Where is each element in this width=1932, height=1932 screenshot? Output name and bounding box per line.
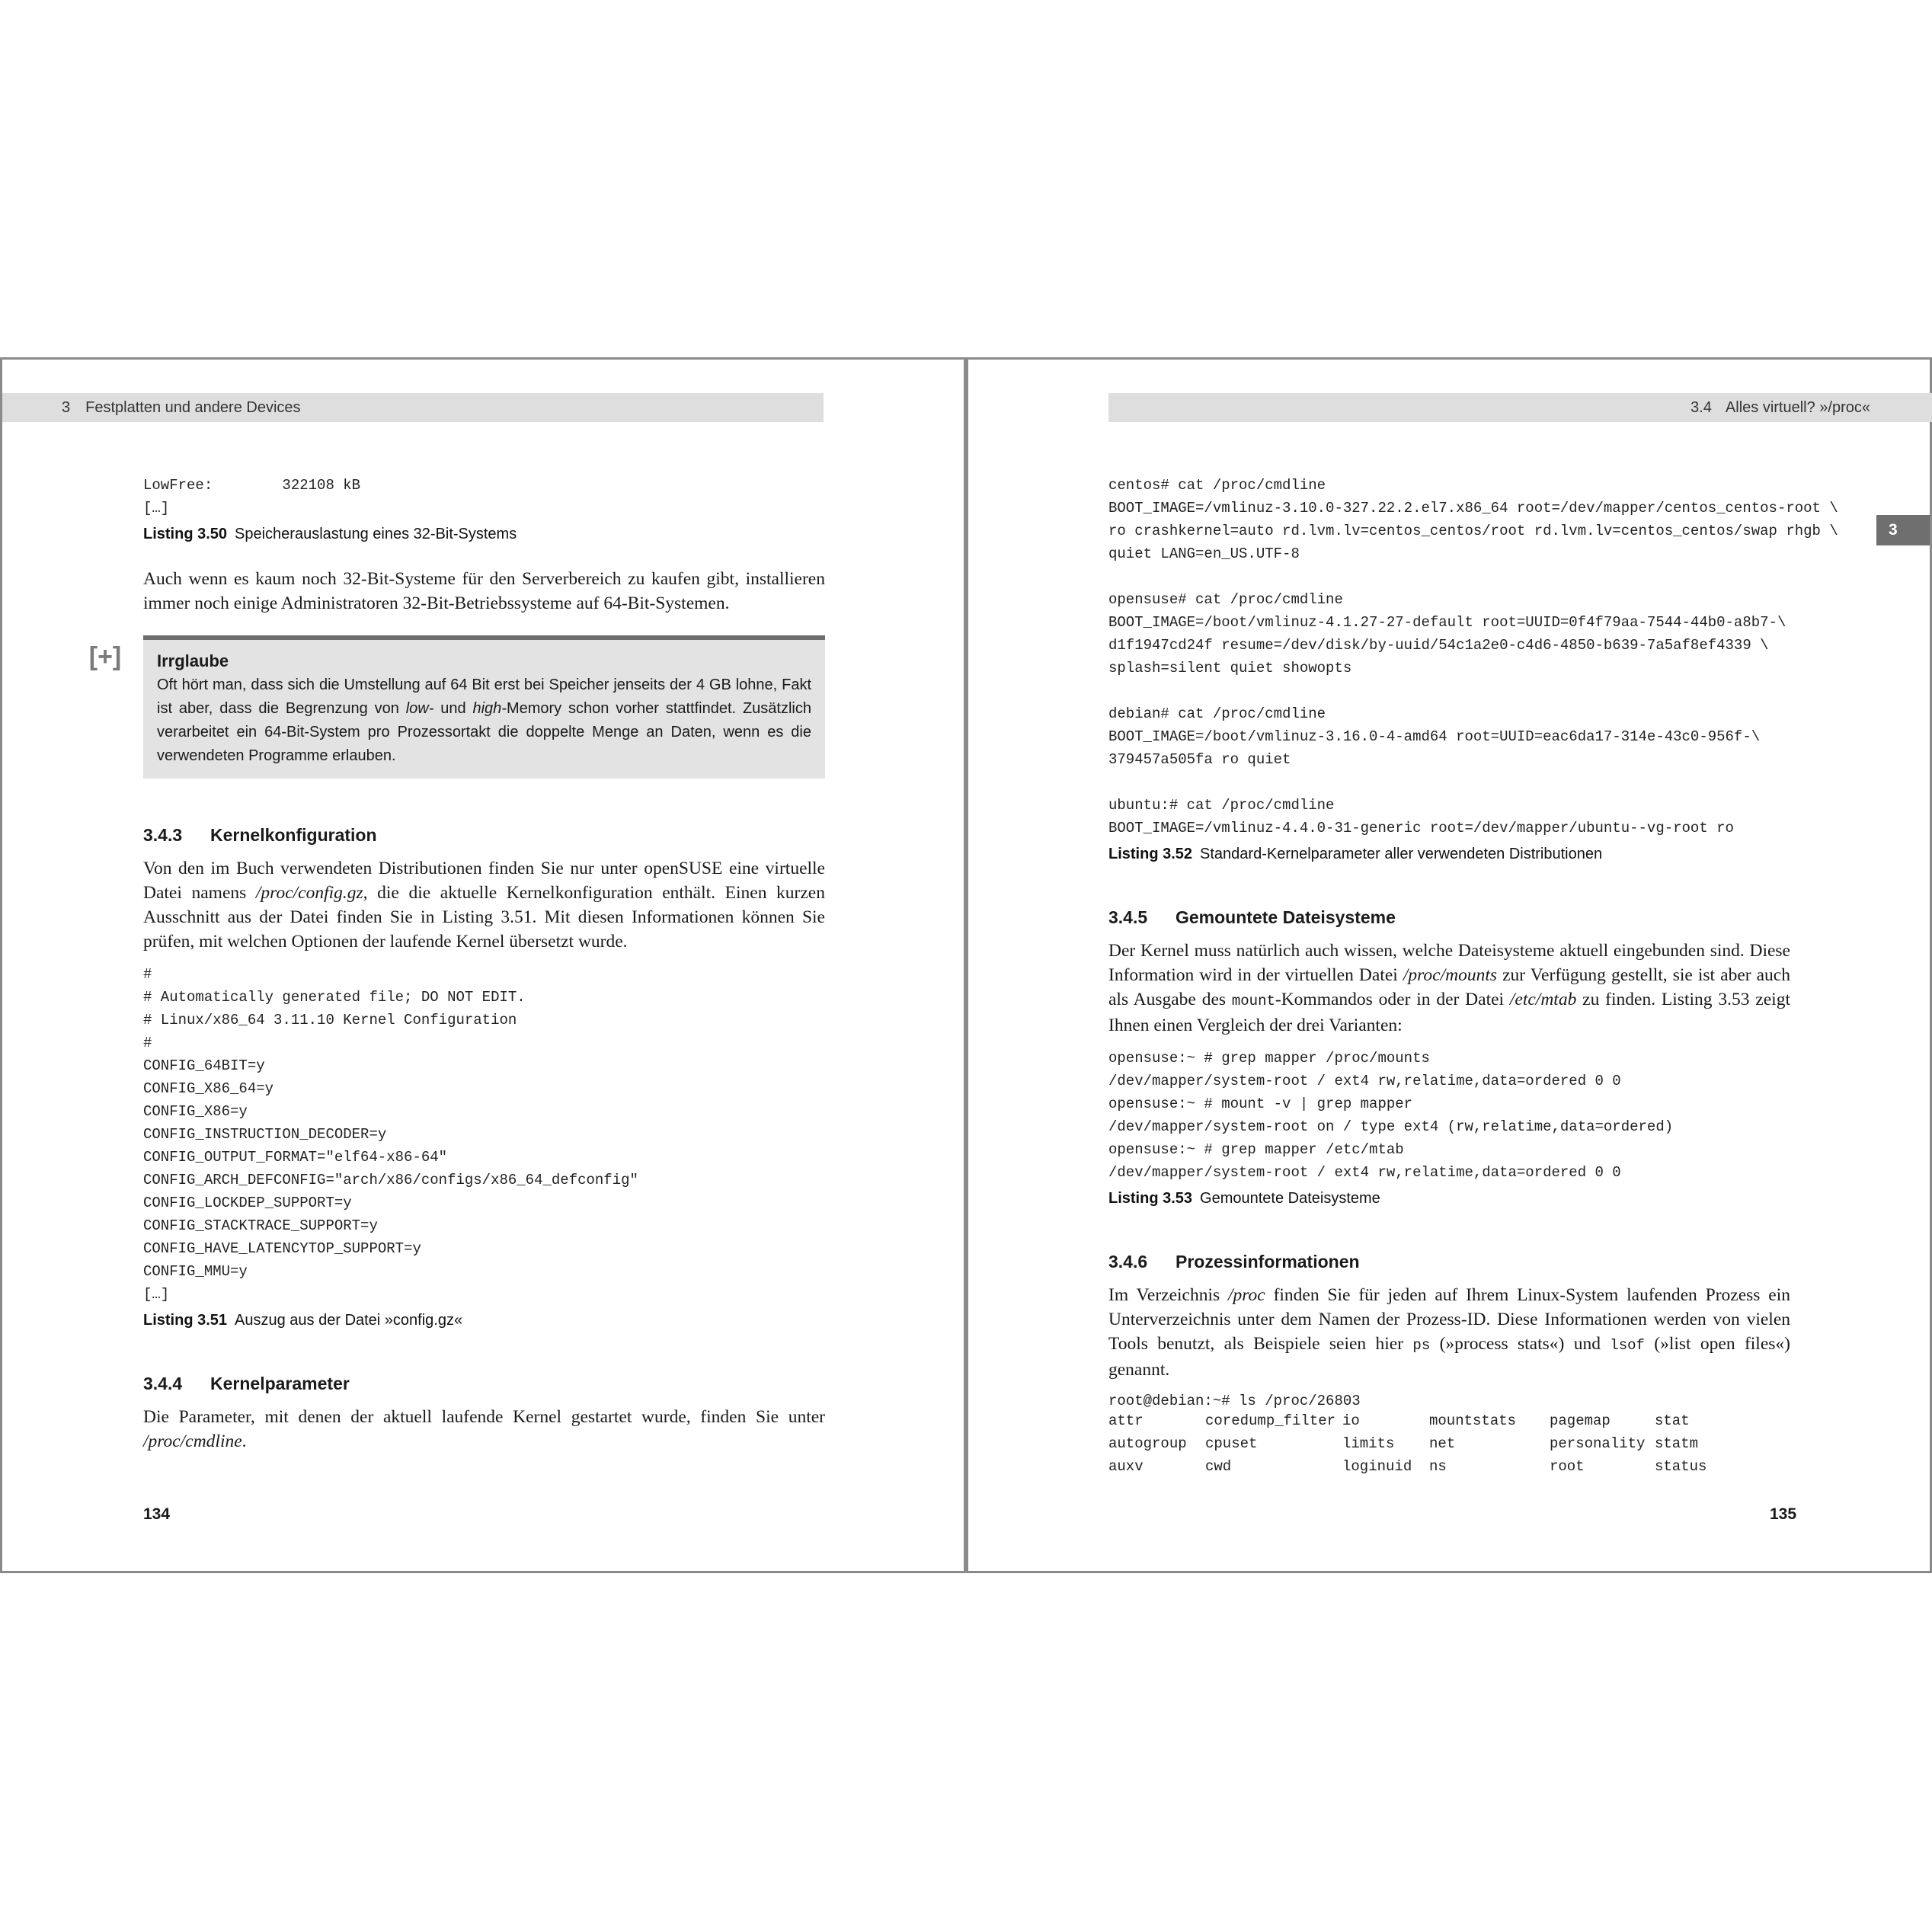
section-heading-344: 3.4.4 Kernelparameter [143,1374,350,1393]
plus-bracket-icon: [+] [88,642,122,671]
page-number-left: 134 [143,1505,171,1523]
chapter-tab: 3 [1876,515,1930,545]
code-listing-351: # # Automatically generated file; DO NOT EDIT. # Linux/x86_64 3.11.10 Kernel Configuration # CONFIG_64BIT=y CONFIG_X86_64=y CONFIG_X86=y CONFIG_INSTRUCTION_DECODER=y CONFIG_OUTPUT_FORMAT="elf64-x86-64" CONFIG_ARCH_DEFCONFIG="arch/x86/configs/x86_64_defconfig" CONFIG_LOCKDEP_SUPPORT=y CONFIG_STACKTRACE_SUPPORT=y CONFIG_HAVE_LATENCYTOP_SUPPORT=y CONFIG_MMU=y […] [143,966,638,1303]
paragraph-32bit: Auch wenn es kaum noch 32-Bit-Systeme für den Serverbereich zu kaufen gibt, installieren immer noch einige Administratoren 32-Bit-Betriebssysteme auf 64-Bit-Systemen. [143,569,825,613]
section-title: Alles virtuell? »/proc« [1725,399,1870,416]
code-listing-352: centos# cat /proc/cmdline BOOT_IMAGE=/vmlinuz-3.10.0-327.22.2.el7.x86_64 root=/dev/mapper/centos_centos-root \ ro crashkernel=auto rd.lvm.lv=centos_centos/root rd.lvm.lv=centos_centos/swap rhgb \ quiet LANG=en_US.UTF-8 opensuse# cat /proc/cmdline BOOT_IMAGE=/boot/vmlinuz-4.1.27-27-default root=UUID=0f4f79aa-7544-44b0-a8b7-\ d1f1947cd24f resume=/dev/disk/by-uuid/54c1a2e0-c4d6-4850-b639-7a5af8ef4339 \ splash=silent quiet showopts debian# cat /proc/cmdline BOOT_IMAGE=/boot/vmlinuz-3.16.0-4-amd64 root=UUID=eac6da17-314e-43c0-956f-\ 379457a505fa ro quiet ubuntu:# cat /proc/cmdline BOOT_IMAGE=/vmlinuz-4.4.0-31-generic root=/dev/mapper/ubuntu--vg-root ro [1108,477,1838,836]
section-heading-343: 3.4.3 Kernelkonfiguration [143,825,377,845]
note-text: Oft hört man, dass sich die Umstellung auf 64 Bit erst bei Speicher jenseits der 4 GB lohne, Fakt ist aber, dass die Begrenzung von low- und high-Memory schon vorher stattfindet. Zusätzlich verarbeitet ein 64-Bit-System pro Prozessortakt die doppelte Menge an Daten, wenn es die verwendeten Programme erlauben. [157,677,811,764]
table-cell: root [1550,1458,1585,1475]
chapter-number: 3 [62,399,71,416]
section-number: 3.4 [1690,399,1712,416]
table-cell: limits [1342,1435,1395,1452]
listing-caption-351: Listing 3.51 Auszug aus der Datei »config.gz« [143,1312,463,1329]
table-cell: mountstats [1429,1412,1517,1429]
table-cell: status [1655,1458,1707,1475]
section-heading-346: 3.4.6 Prozessinformationen [1108,1252,1360,1271]
table-cell: ns [1429,1458,1447,1475]
left-page [0,357,966,1573]
running-head-right [1108,393,1932,422]
chapter-title: Festplatten und andere Devices [85,399,301,416]
paragraph-kernelparameter: Die Parameter, mit denen der aktuell laufende Kernel gestartet wurde, finden Sie unter /proc/cmdline. [143,1407,825,1451]
running-head-left [2,393,824,422]
note-box [143,635,825,779]
table-cell: personality [1550,1435,1646,1452]
note-title: Irrglaube [157,651,229,670]
table-cell: autogroup [1108,1435,1187,1452]
right-column [1108,474,1838,1481]
right-page [966,357,1932,1573]
table-cell: pagemap [1550,1412,1611,1429]
table-cell: statm [1655,1435,1699,1452]
table-cell: loginuid [1342,1458,1412,1475]
paragraph-kernelconfig: Von den im Buch verwendeten Distributionen finden Sie nur unter openSUSE eine virtuelle Datei namens /proc/config.gz, die die aktuelle Kernelkonfiguration enthält. Einen kurzen Ausschnitt aus der Datei finden Sie in Listing 3.51. Mit diesen Informationen können Sie prüfen, mit welchen Optionen der laufende Kernel übersetzt wurde. [143,859,825,952]
listing-caption-350: Listing 3.50 Speicherauslastung eines 32-Bit-Systems [143,526,517,542]
listing-caption-353: Listing 3.53 Gemountete Dateisysteme [1108,1190,1380,1207]
table-cell: cpuset [1205,1435,1258,1452]
table-cell: io [1342,1412,1360,1429]
page-number-right: 135 [1770,1505,1797,1523]
table-cell: attr [1108,1412,1144,1429]
table-cell: stat [1655,1412,1690,1429]
table-cell: auxv [1108,1458,1144,1475]
table-cell: cwd [1205,1458,1232,1475]
section-heading-345: 3.4.5 Gemountete Dateisysteme [1108,907,1396,927]
paragraph-mounts: Der Kernel muss natürlich auch wissen, welche Dateisysteme aktuell eingebunden sind. Diese Information wird in der virtuellen Datei /proc/mounts zur Verfügung gestellt, sie ist aber auch als Ausgabe des mount-Kommandos oder in der Datei /etc/mtab zu finden. Listing 3.53 zeigt Ihnen einen Vergleich der drei Varianten: [1108,941,1790,1035]
code-ls-command: root@debian:~# ls /proc/26803 [1108,1393,1361,1409]
paragraph-prozess: Im Verzeichnis /proc finden Sie für jeden auf Ihrem Linux-System laufenden Prozess ein Unterverzeichnis unter dem Namen der Prozess-ID. Diese Informationen werden von vielen Tools benutzt, als Beispiele seien hier ps (»process stats«) und lsof (»list open files«) genannt. [1108,1285,1790,1380]
table-row [1108,1412,1723,1435]
note-block [88,635,825,779]
table-row [1108,1435,1723,1458]
code-listing-353: opensuse:~ # grep mapper /proc/mounts /dev/mapper/system-root / ext4 rw,relatime,data=ordered 0 0 opensuse:~ # mount -v | grep mapper /dev/mapper/system-root on / type ext4 (rw,relatime,data=ordered) opensuse:~ # grep mapper /etc/mtab /dev/mapper/system-root / ext4 rw,relatime,data=ordered 0 0 [1108,1050,1674,1181]
left-column [88,474,825,1454]
table-cell: coredump_filter [1205,1412,1336,1429]
table-cell: net [1429,1435,1456,1452]
table-row [1108,1458,1723,1481]
code-listing-350: LowFree: 322108 kB […] [143,477,361,517]
ls-output-table [1108,1412,1723,1481]
listing-caption-352: Listing 3.52 Standard-Kernelparameter aller verwendeten Distributionen [1108,846,1603,862]
